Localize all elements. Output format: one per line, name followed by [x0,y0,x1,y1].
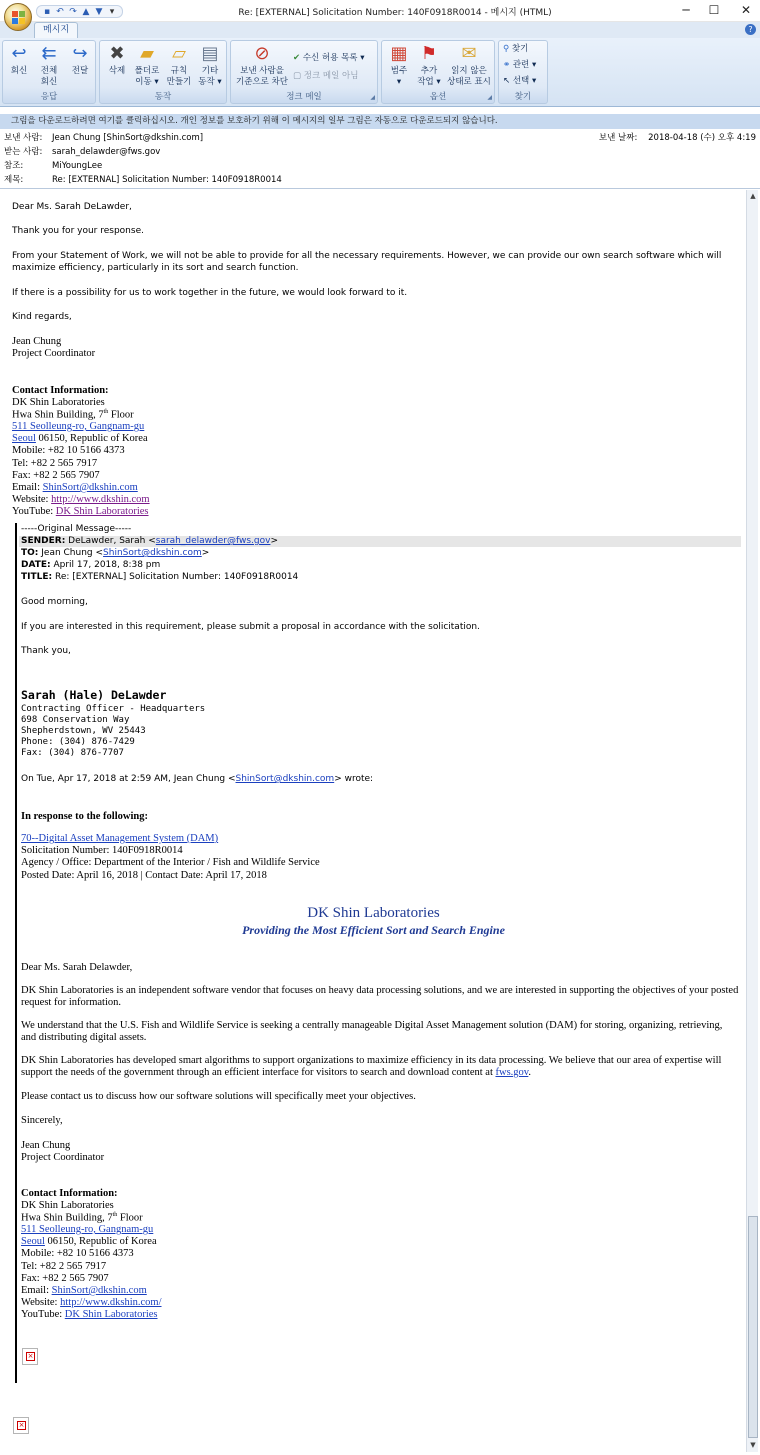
reply-fax: Fax: +82 2 565 7907 [12,470,100,481]
related-icon: ⚭ [503,60,513,70]
original-title: TITLE: Re: [EXTERNAL] Solicitation Number: 140F0918R0014 [21,572,299,582]
forward-icon: ↪ [72,43,88,64]
original-to: TO: Jean Chung <ShinSort@dkshin.com> [21,548,210,558]
to-value[interactable]: sarah_delawder@fws.gov [52,147,161,157]
tab-message[interactable]: 메시지 [34,22,78,38]
down-arrow-icon[interactable]: ▼ [95,6,103,17]
dropdown-icon[interactable]: ▾ [109,6,115,17]
letter-fax: Fax: +82 2 565 7907 [21,1273,109,1284]
other-actions-button[interactable]: ▤ 기타 동작 ▾ [198,43,222,87]
maximize-button[interactable]: ☐ [708,3,720,17]
header-subject: 제목: Re: [EXTERNAL] Solicitation Number: 140F0918R0014 [4,175,282,185]
fws-link[interactable]: fws.gov [495,1067,529,1078]
scroll-down-icon[interactable]: ▼ [750,1441,756,1449]
reply-icon: ↩ [11,43,27,64]
header-to: 받는 사람: sarah_delawder@fws.gov [4,147,161,157]
company-heading: DK Shin Laboratories [307,905,440,921]
letter-email-link[interactable]: ShinSort@dkshin.com [51,1285,147,1296]
reply-mobile: Mobile: +82 10 5166 4373 [12,445,125,456]
letter-contact-title: Contact Information: [21,1188,118,1199]
block-sender-button[interactable]: ⊘ 보낸 사람을 기준으로 차단 [236,43,288,87]
save-icon[interactable]: ▪ [43,6,51,17]
select-icon: ↖ [503,76,513,86]
reply-thanks: Thank you for your response. [12,226,144,236]
help-icon[interactable]: ? [745,24,756,35]
select-button[interactable]: ↖ 선택 ▾ [503,76,537,86]
website-link[interactable]: http://www.dkshin.com [51,494,150,505]
posted-date: Posted Date: April 16, 2018 | Contact Date: April 17, 2018 [21,870,267,881]
letter-website-link[interactable]: http://www.dkshin.com/ [60,1297,162,1308]
reply-contact-title: Contact Information: [12,385,109,396]
find-button[interactable]: ⚲ 찾기 [503,44,529,54]
message-headers [0,129,760,189]
reply-sender-role: Project Coordinator [12,348,96,359]
rule-icon: ▱ [172,43,186,64]
flag-icon: ⚑ [420,43,438,64]
vertical-scrollbar[interactable] [746,190,758,1452]
original-morning: Good morning, [21,597,88,607]
letter-tel: Tel: +82 2 565 7917 [21,1261,107,1272]
up-arrow-icon[interactable]: ▲ [82,6,90,17]
group-label-find: 찾기 [514,92,532,102]
broken-image-icon[interactable]: × [22,1348,38,1365]
group-label-respond: 응답 [40,92,58,102]
signature-city: Shepherdstown, WV 25443 [21,726,146,736]
block-sender-icon: ⊘ [254,43,270,64]
sender-email-link[interactable]: sarah_delawder@fws.gov [155,536,271,546]
wrote-email-link[interactable]: ShinSort@dkshin.com [235,774,335,784]
safe-list-button[interactable]: ✔ 수신 허용 목록 ▾ [293,53,365,63]
not-junk-button[interactable]: ▢ 정크 메일 아님 [293,71,359,81]
window-title: Re: [EXTERNAL] Solicitation Number: 140F0918R0014 - 메시지 (HTML) [238,8,552,18]
minimize-button[interactable]: ─ [682,3,690,17]
ribbon-tabs [0,22,760,38]
letter-building: Hwa Shin Building, 7th Floor [21,1212,143,1224]
dialog-launcher-icon[interactable]: ◢ [370,94,375,101]
download-pictures-infobar[interactable]: 그림을 다운로드하려면 여기를 클릭하십시오. 개인 정보를 보호하기 위해 이 메시지의 일부 그림은 자동으로 다운로드되지 않습니다. [0,114,760,129]
from-value[interactable]: Jean Chung [ShinSort@dkshin.com] [52,133,204,143]
letter-sincerely: Sincerely, [21,1115,63,1126]
delete-icon: ✖ [109,43,125,64]
letter-greeting: Dear Ms. Sarah Delawder, [21,962,133,973]
reply-company: DK Shin Laboratories [12,397,105,408]
letter-paragraph-4: Please contact us to discuss how our software solutions will specifically meet your objectives. [21,1091,416,1102]
reply-youtube: YouTube: DK Shin Laboratories [12,506,149,517]
solicitation-number: Solicitation Number: 140F0918R0014 [21,845,183,856]
letter-youtube: YouTube: DK Shin Laboratories [21,1309,158,1320]
quote-bar [15,523,17,1383]
office-logo-icon [12,11,25,24]
group-junk [230,40,378,104]
letter-role: Project Coordinator [21,1152,105,1163]
group-find [498,40,548,104]
envelope-icon: ✉ [461,43,477,64]
follow-up-button[interactable]: ⚑ 추가 작업 ▾ [417,43,441,87]
safe-list-icon: ✔ [293,53,303,63]
reply-building: Hwa Shin Building, 7th Floor [12,409,134,421]
original-date: DATE: April 17, 2018, 8:38 pm [21,560,161,570]
cc-value[interactable]: MiYoungLee [52,161,103,171]
mark-unread-button[interactable]: ✉ 읽지 않은 상태로 표시 [447,43,491,87]
close-button[interactable]: ✕ [740,3,752,17]
letter-city: Seoul 06150, Republic of Korea [21,1236,157,1247]
header-from: 보낸 사람: Jean Chung [ShinSort@dkshin.com] [4,133,204,143]
categorize-icon: ▦ [390,43,408,64]
reply-sender-name: Jean Chung [12,336,62,347]
letter-name: Jean Chung [21,1140,71,1151]
reply-tel: Tel: +82 2 565 7917 [12,458,98,469]
other-actions-icon: ▤ [201,43,219,64]
wrote-line: On Tue, Apr 17, 2018 at 2:59 AM, Jean Chung <ShinSort@dkshin.com> wrote: [21,774,374,784]
group-label-junk: 정크 메일 [286,92,322,102]
reply-city: Seoul 06150, Republic of Korea [12,433,148,444]
letter-paragraph-1: DK Shin Laboratories is an independent software vendor that focuses on heavy data processing solutions, and we are interested in supporting the objectives of your posted request for information. [21,985,739,1008]
signature-phone: Phone: (304) 876-7429 [21,737,135,747]
letter-website: Website: http://www.dkshin.com/ [21,1297,162,1308]
delete-button[interactable]: ✖ 삭제 [104,43,130,77]
group-label-options: 옵션 [429,92,447,102]
original-body: If you are interested in this requirement, please submit a proposal in accordance with the solicitation. [21,622,480,632]
original-separator: -----Original Message----- [21,524,132,534]
dam-link[interactable]: 70--Digital Asset Management System (DAM) [21,833,219,844]
signature-fax: Fax: (304) 876-7707 [21,748,124,758]
scroll-up-icon[interactable]: ▲ [750,192,756,200]
header-cc: 참조: MiYoungLee [4,161,103,171]
subject-value: Re: [EXTERNAL] Solicitation Number: 140F0918R0014 [52,175,282,185]
agency-office: Agency / Office: Department of the Interior / Fish and Wildlife Service [21,857,320,868]
letter-company: DK Shin Laboratories [21,1200,114,1211]
letter-paragraph-2: We understand that the U.S. Fish and Wildlife Service is seeking a centrally manageable Digital Asset Management solution (DAM) for storing, organizing, retrieving, and distributing digital assets. [21,1020,723,1043]
dialog-launcher-icon[interactable]: ◢ [487,94,492,101]
scroll-thumb[interactable] [748,1216,758,1438]
broken-image-icon[interactable]: × [13,1417,29,1434]
to-email-link[interactable]: ShinSort@dkshin.com [103,548,202,558]
group-options [381,40,495,104]
original-sender: SENDER: DeLawder, Sarah <sarah_delawder@fws.gov> [21,536,278,546]
not-junk-icon: ▢ [293,71,304,81]
reply-all-icon: ⇇ [41,43,57,64]
reply-email: Email: ShinSort@dkshin.com [12,482,138,493]
related-button[interactable]: ⚭ 관련 ▾ [503,60,537,70]
reply-closing: Kind regards, [12,312,72,322]
move-to-folder-button[interactable]: ▰ 폴더로 이동 ▾ [134,43,160,87]
letter-mobile: Mobile: +82 10 5166 4373 [21,1248,134,1259]
forward-button[interactable]: ↪ 전달 [66,43,94,77]
categorize-button[interactable]: ▦ 범주 ▾ [384,43,414,88]
reply-button[interactable]: ↩ 회신 [6,43,32,77]
redo-icon[interactable]: ↷ [69,6,77,17]
group-label-actions: 동작 [154,92,172,102]
undo-icon[interactable]: ↶ [56,6,64,17]
letter-city-link[interactable]: Seoul [21,1236,45,1247]
quick-access-toolbar [36,5,123,18]
signature-name: Sarah (Hale) DeLawder [21,688,167,702]
group-respond [2,40,96,104]
office-button[interactable] [4,3,32,31]
reply-greeting: Dear Ms. Sarah DeLawder, [12,202,132,212]
reply-paragraph-2: If there is a possibility for us to work together in the future, we would look forward to it. [12,288,408,298]
response-title: In response to the following: [21,811,148,822]
title-bar [0,0,760,22]
header-sent-date: 보낸 날짜: 2018-04-18 (수) 오후 4:19 [598,133,756,143]
binoculars-icon: ⚲ [503,44,512,54]
reply-paragraph-1b: maximize efficiency, particularly in its sort and search function. [12,263,299,273]
reply-website: Website: http://www.dkshin.com [12,494,150,505]
letter-youtube-link[interactable]: DK Shin Laboratories [64,1309,158,1320]
reply-all-button[interactable]: ⇇ 전체 회신 [34,43,64,88]
create-rule-button[interactable]: ▱ 규칙 만들기 [166,43,192,87]
company-tagline: Providing the Most Efficient Sort and Search Engine [242,923,505,937]
message-body[interactable] [3,190,744,1452]
signature-title: Contracting Officer - Headquarters [21,704,206,714]
reply-street-link[interactable]: 511 Seolleung-ro, Gangnam-gu [12,421,145,432]
folder-icon: ▰ [140,43,154,64]
letter-email: Email: ShinSort@dkshin.com [21,1285,147,1296]
letter-paragraph-3: DK Shin Laboratories has developed smart algorithms to support organizations to maximize efficiency in its data processing. We believe that our area of expertise will support the needs of the government through an efficient interface for visitors to search and download content at fws.gov. [21,1055,722,1078]
city-link[interactable]: Seoul [12,433,36,444]
youtube-link[interactable]: DK Shin Laboratories [55,506,149,517]
group-actions [99,40,227,104]
signature-address: 698 Conservation Way [21,715,130,725]
reply-paragraph-1a: From your Statement of Work, we will not be able to provide for all the necessary requirements. However, we can provide our own search software which will [12,251,722,261]
ribbon [0,38,760,107]
original-thanks: Thank you, [21,646,71,656]
email-link[interactable]: ShinSort@dkshin.com [42,482,138,493]
letter-street-link[interactable]: 511 Seolleung-ro, Gangnam-gu [21,1224,154,1235]
